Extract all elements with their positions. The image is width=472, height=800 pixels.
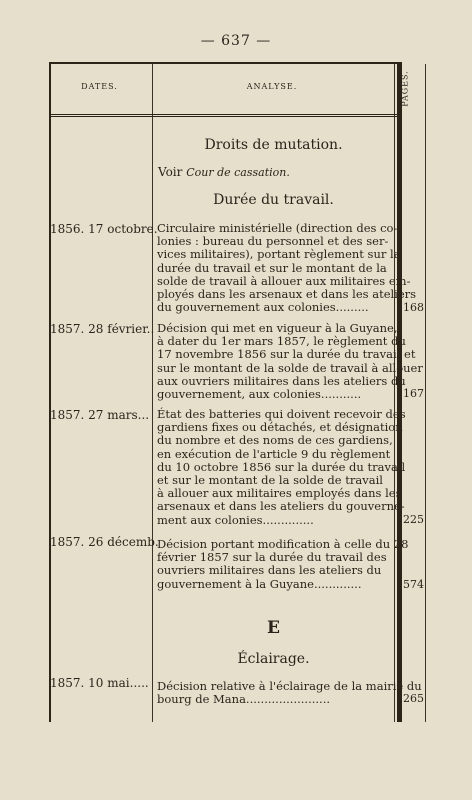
entry-line: arsenaux et dans les ateliers du gouverne- [157, 499, 405, 514]
entry-line: en exécution de l'article 9 du règlement [157, 446, 391, 461]
entry-line: gouvernement, aux colonies........... [157, 387, 362, 402]
section-heading-droits: Droits de mutation. [204, 137, 343, 153]
cross-reference [158, 165, 290, 179]
entry-line: gardiens fixes ou détachés, et désignation [157, 420, 403, 435]
entry-line: du 10 octobre 1856 sur la durée du travail [157, 459, 406, 474]
entry-line: à allouer aux militaires employés dans les [157, 486, 402, 501]
entry-line: sur le montant de la solde de travail à allouer [157, 360, 423, 375]
entry-date: 1857. 28 février.. [50, 322, 155, 336]
section-letter: E [267, 618, 280, 638]
entry-text [157, 537, 409, 591]
dates-column-header: DATES. [81, 82, 118, 91]
entry-page-number: 225 [403, 513, 424, 526]
entry-line: État des batteries qui doivent recevoir des [157, 407, 406, 421]
page-number: — 637 — [200, 33, 272, 49]
analyse-column-header: ANALYSE. [246, 82, 298, 91]
pages-column-header-label: PAGES. [400, 69, 410, 107]
entry-line: à dater du 1er mars 1857, le règlement du [157, 334, 406, 349]
entry-line: ment aux colonies.............. [157, 512, 314, 527]
entry-text [157, 407, 406, 527]
entry-page-number: 265 [403, 692, 424, 705]
entry-date: 1856. 17 octobre. [50, 222, 158, 236]
entry-page-number: 168 [403, 301, 424, 314]
entry-line: du gouvernement aux colonies......... [157, 300, 369, 315]
entry-page-number: 574 [403, 578, 424, 591]
entry-line: aux ouvriers militaires dans les ateliers du [157, 373, 406, 388]
entry-line: du nombre et des noms de ces gardiens, [157, 433, 393, 448]
entry-line: et sur le montant de la solde de travail [157, 473, 383, 488]
entry-date: 1857. 27 mars... [50, 408, 150, 422]
entry-line: ployés dans les arsenaux et dans les ateliers [157, 287, 417, 302]
entry-line: Décision portant modification à celle du 28 [157, 537, 409, 551]
entry-page-number: 167 [403, 387, 424, 400]
entry-line: Décision relative à l'éclairage de la mairie du [157, 679, 422, 693]
entry-line: ouvriers militaires dans les ateliers du [157, 563, 382, 578]
section-heading-eclairage: Éclairage. [237, 651, 310, 667]
entry-date: 1857. 10 mai..... [50, 676, 149, 690]
section-heading-duree: Durée du travail. [213, 192, 334, 208]
table-header [49, 64, 410, 117]
entry-line: 17 novembre 1856 sur la durée du travail et [157, 347, 416, 362]
entry-line: Circulaire ministérielle (direction des co- [157, 221, 398, 235]
entry-line: solde de travail à allouer aux militaires em- [157, 273, 411, 288]
entry-date: 1857. 26 décemb. [50, 535, 159, 549]
entry-line: durée du travail et sur le montant de la [157, 260, 387, 275]
entry-line: vices militaires), portant règlement sur la [157, 247, 401, 262]
entry-line: Décision qui met en vigueur à la Guyane, [157, 321, 398, 335]
entry-line: gouvernement à la Guyane............. [157, 576, 362, 591]
pages-column-header [395, 64, 415, 112]
entry-line: bourg de Mana....................... [157, 692, 330, 707]
entry-line: lonies : bureau du personnel et des ser- [157, 234, 389, 249]
voir-label: Voir [158, 165, 183, 179]
voir-reference: Cour de cassation. [186, 166, 290, 179]
entry-line: février 1857 sur la durée du travail des [157, 550, 387, 565]
